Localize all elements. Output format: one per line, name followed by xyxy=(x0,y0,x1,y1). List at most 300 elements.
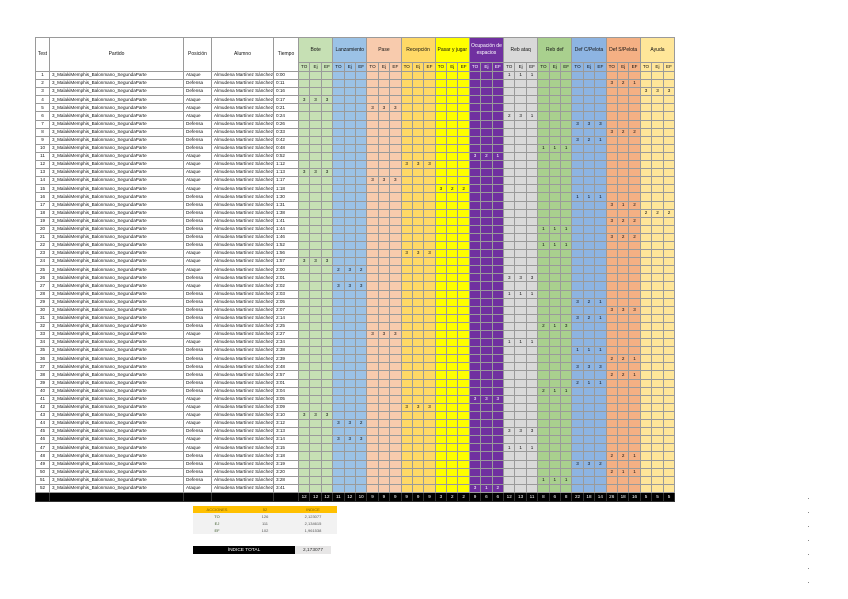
cell-ayu-ef xyxy=(663,217,675,225)
cell-pase-to xyxy=(367,363,378,371)
cell-ayu-to xyxy=(640,258,652,266)
cell-lanz-ef xyxy=(355,403,366,411)
cell-tiempo: 1:46 xyxy=(274,233,299,241)
cell-lanz-ej xyxy=(344,306,355,314)
cell-ayu-to xyxy=(640,266,652,274)
cell-reb-ej xyxy=(549,331,560,339)
cell-dsi-to xyxy=(606,476,617,484)
cell-lanz-ef xyxy=(355,193,366,201)
cell-pas-ef xyxy=(458,339,469,347)
cell-pase-to xyxy=(367,185,378,193)
cell-ocu-ej xyxy=(481,209,492,217)
cell-pas-to xyxy=(435,209,446,217)
cell-ayu-ef xyxy=(663,331,675,339)
cell-test: 44 xyxy=(36,420,50,428)
cell-rep-to: 3 xyxy=(504,428,515,436)
cell-ocu-ef xyxy=(492,209,503,217)
cell-ayu-ej xyxy=(652,96,664,104)
cell-pase-ej xyxy=(378,209,389,217)
cell-lanz-ef xyxy=(355,233,366,241)
cell-dco-to xyxy=(572,201,583,209)
table-row xyxy=(36,379,675,387)
cell-dsi-ej xyxy=(617,169,628,177)
cell-lanz-to xyxy=(333,331,344,339)
cell-ocu-ej xyxy=(481,444,492,452)
total-cell: 11 xyxy=(526,492,537,501)
cell-rec-ej xyxy=(412,379,423,387)
cell-dco-ef xyxy=(595,88,606,96)
cell-alumno: Almudena Martínez Sánchez xyxy=(212,436,274,444)
cell-rep-ej: 1 xyxy=(515,444,526,452)
cell-pase-ef xyxy=(390,250,401,258)
cell-partido: 3_MalakiMemphis_Balonmano_SegundaParte xyxy=(50,225,184,233)
total-cell: 9 xyxy=(412,492,423,501)
table-row xyxy=(36,112,675,120)
cell-pas-to xyxy=(435,201,446,209)
cell-test: 32 xyxy=(36,322,50,330)
cell-ocu-ef xyxy=(492,250,503,258)
cell-ocu-to xyxy=(469,96,480,104)
cell-rec-to xyxy=(401,460,412,468)
cell-alumno: Almudena Martínez Sánchez xyxy=(212,452,274,460)
cell-reb-ef: 1 xyxy=(560,241,571,249)
cell-tiempo: 3:19 xyxy=(274,460,299,468)
cell-lanz-to xyxy=(333,185,344,193)
cell-rep-to xyxy=(504,484,515,492)
cell-partido: 3_MalakiMemphis_Balonmano_SegundaParte xyxy=(50,436,184,444)
cell-reb-to xyxy=(538,460,549,468)
cell-rec-ej xyxy=(412,217,423,225)
cell-tiempo: 2:27 xyxy=(274,331,299,339)
cell-tiempo: 2:05 xyxy=(274,298,299,306)
cell-dco-ef: 1 xyxy=(595,347,606,355)
cell-bote-to xyxy=(299,201,310,209)
cell-dsi-ef xyxy=(629,387,640,395)
cell-rec-ef xyxy=(424,363,435,371)
cell-rec-to xyxy=(401,468,412,476)
cell-partido: 3_MalakiMemphis_Balonmano_SegundaParte xyxy=(50,371,184,379)
cell-dsi-ef xyxy=(629,363,640,371)
header-alumno: Alumno xyxy=(212,38,274,72)
cell-dsi-ef xyxy=(629,395,640,403)
cell-lanz-ej xyxy=(344,225,355,233)
totals-blank xyxy=(212,492,274,501)
cell-partido: 3_MalakiMemphis_Balonmano_SegundaParte xyxy=(50,161,184,169)
cell-tiempo: 3:10 xyxy=(274,411,299,419)
cell-reb-to xyxy=(538,484,549,492)
cell-ayu-ej xyxy=(652,161,664,169)
cell-bote-ef xyxy=(321,266,332,274)
cell-dco-ej xyxy=(583,476,594,484)
cell-lanz-ej xyxy=(344,290,355,298)
cell-rec-to xyxy=(401,363,412,371)
cell-test: 17 xyxy=(36,201,50,209)
cell-lanz-to xyxy=(333,80,344,88)
cell-rep-to xyxy=(504,258,515,266)
cell-ocu-ef xyxy=(492,387,503,395)
cell-ayu-ef xyxy=(663,306,675,314)
cell-tiempo: 1:38 xyxy=(274,209,299,217)
cell-lanz-ef xyxy=(355,104,366,112)
cell-dsi-ej xyxy=(617,347,628,355)
cell-pase-ej xyxy=(378,217,389,225)
cell-pase-to xyxy=(367,120,378,128)
cell-lanz-to xyxy=(333,136,344,144)
cell-ocu-to xyxy=(469,241,480,249)
cell-partido: 3_MalakiMemphis_Balonmano_SegundaParte xyxy=(50,104,184,112)
cell-bote-ef xyxy=(321,72,332,80)
cell-ayu-to xyxy=(640,314,652,322)
cell-ayu-ej xyxy=(652,468,664,476)
cell-pas-ej xyxy=(447,161,458,169)
cell-rep-to xyxy=(504,225,515,233)
cell-alumno: Almudena Martínez Sánchez xyxy=(212,387,274,395)
cell-pase-to xyxy=(367,193,378,201)
cell-ocu-ef xyxy=(492,80,503,88)
cell-ocu-ef xyxy=(492,96,503,104)
table-row xyxy=(36,169,675,177)
cell-reb-ej xyxy=(549,96,560,104)
cell-ocu-ej xyxy=(481,88,492,96)
cell-pas-to xyxy=(435,290,446,298)
cell-ocu-ef xyxy=(492,161,503,169)
table-row xyxy=(36,290,675,298)
cell-rep-to xyxy=(504,104,515,112)
cell-ayu-to xyxy=(640,241,652,249)
cell-ocu-to xyxy=(469,476,480,484)
cell-dsi-to xyxy=(606,436,617,444)
cell-dco-ej xyxy=(583,395,594,403)
subheader-ef: EF xyxy=(355,63,366,72)
cell-dco-ej: 2 xyxy=(583,298,594,306)
cell-rec-ef xyxy=(424,177,435,185)
cell-pase-ej xyxy=(378,128,389,136)
cell-dsi-to: 3 xyxy=(606,80,617,88)
cell-pase-to xyxy=(367,266,378,274)
table-row xyxy=(36,72,675,80)
cell-bote-ej xyxy=(310,104,321,112)
cell-rec-to xyxy=(401,217,412,225)
cell-lanz-ef xyxy=(355,144,366,152)
cell-reb-ej xyxy=(549,80,560,88)
cell-dco-to xyxy=(572,322,583,330)
cell-rep-ef xyxy=(526,258,537,266)
cell-lanz-ef xyxy=(355,298,366,306)
cell-lanz-to xyxy=(333,161,344,169)
cell-lanz-to xyxy=(333,363,344,371)
cell-lanz-ef xyxy=(355,169,366,177)
cell-ocu-to xyxy=(469,209,480,217)
cell-rep-ej xyxy=(515,484,526,492)
cell-partido: 3_MalakiMemphis_Balonmano_SegundaParte xyxy=(50,266,184,274)
cell-rec-ef xyxy=(424,411,435,419)
cell-ayu-ej xyxy=(652,217,664,225)
cell-pas-ej xyxy=(447,193,458,201)
cell-reb-to xyxy=(538,233,549,241)
cell-rep-ef xyxy=(526,411,537,419)
cell-rep-to: 1 xyxy=(504,72,515,80)
cell-dco-to xyxy=(572,225,583,233)
cell-test: 15 xyxy=(36,185,50,193)
cell-reb-to xyxy=(538,428,549,436)
cell-posicion: Ataque xyxy=(184,161,212,169)
cell-dco-to xyxy=(572,88,583,96)
cell-rec-ej xyxy=(412,322,423,330)
cell-ocu-to: 3 xyxy=(469,484,480,492)
cell-ayu-to xyxy=(640,169,652,177)
cell-rep-ej xyxy=(515,355,526,363)
cell-dsi-to xyxy=(606,395,617,403)
cell-alumno: Almudena Martínez Sánchez xyxy=(212,468,274,476)
cell-rec-ef: 3 xyxy=(424,403,435,411)
cell-pase-ef xyxy=(390,476,401,484)
cell-dsi-to xyxy=(606,363,617,371)
cell-ayu-to xyxy=(640,420,652,428)
cell-bote-to xyxy=(299,444,310,452)
cell-rep-ef xyxy=(526,177,537,185)
cell-pas-ej xyxy=(447,420,458,428)
cell-pas-ef xyxy=(458,193,469,201)
cell-alumno: Almudena Martínez Sánchez xyxy=(212,88,274,96)
cell-reb-ej xyxy=(549,128,560,136)
cell-ocu-ef xyxy=(492,428,503,436)
cell-pase-ef xyxy=(390,347,401,355)
cell-reb-ej xyxy=(549,217,560,225)
cell-ayu-to xyxy=(640,460,652,468)
cell-rec-ej xyxy=(412,371,423,379)
cell-dco-ef: 1 xyxy=(595,136,606,144)
cell-ayu-ef xyxy=(663,379,675,387)
cell-reb-to xyxy=(538,411,549,419)
cell-lanz-ej xyxy=(344,298,355,306)
cell-ocu-ej xyxy=(481,428,492,436)
cell-pas-ef xyxy=(458,241,469,249)
cell-partido: 3_MalakiMemphis_Balonmano_SegundaParte xyxy=(50,233,184,241)
cell-bote-ej xyxy=(310,436,321,444)
cell-dco-to xyxy=(572,177,583,185)
cell-pas-to xyxy=(435,80,446,88)
cell-bote-to xyxy=(299,80,310,88)
summary-header-indice: INDICE xyxy=(289,506,337,513)
cell-reb-to xyxy=(538,104,549,112)
cell-lanz-ef xyxy=(355,314,366,322)
cell-reb-ef xyxy=(560,444,571,452)
cell-rec-ej xyxy=(412,177,423,185)
cell-pase-to xyxy=(367,355,378,363)
cell-bote-to xyxy=(299,339,310,347)
cell-tiempo: 3:01 xyxy=(274,379,299,387)
cell-rep-to xyxy=(504,322,515,330)
cell-pase-to xyxy=(367,395,378,403)
cell-dco-ef xyxy=(595,322,606,330)
cell-dco-to xyxy=(572,128,583,136)
cell-ayu-to xyxy=(640,250,652,258)
cell-tiempo: 3:20 xyxy=(274,468,299,476)
cell-alumno: Almudena Martínez Sánchez xyxy=(212,225,274,233)
cell-reb-ef xyxy=(560,371,571,379)
cell-bote-ej: 3 xyxy=(310,96,321,104)
cell-pase-to xyxy=(367,371,378,379)
cell-alumno: Almudena Martínez Sánchez xyxy=(212,355,274,363)
cell-dco-ej: 2 xyxy=(583,136,594,144)
cell-lanz-to xyxy=(333,274,344,282)
cell-pase-to xyxy=(367,225,378,233)
cell-bote-ej xyxy=(310,460,321,468)
cell-ocu-ej xyxy=(481,169,492,177)
cell-tiempo: 1:56 xyxy=(274,250,299,258)
cell-bote-to xyxy=(299,217,310,225)
cell-lanz-to: 2 xyxy=(333,266,344,274)
cell-dsi-to: 3 xyxy=(606,128,617,136)
cell-rep-to xyxy=(504,363,515,371)
subheader-ej: Ej xyxy=(412,63,423,72)
cell-pase-ej xyxy=(378,290,389,298)
cell-reb-to xyxy=(538,274,549,282)
cell-pas-ej xyxy=(447,88,458,96)
cell-pase-ej xyxy=(378,136,389,144)
cell-dsi-ef xyxy=(629,298,640,306)
cell-lanz-ef xyxy=(355,290,366,298)
table-row xyxy=(36,250,675,258)
cell-ayu-to xyxy=(640,387,652,395)
cell-ayu-ej xyxy=(652,152,664,160)
cell-tiempo: 1:52 xyxy=(274,241,299,249)
cell-ocu-ej xyxy=(481,193,492,201)
cell-lanz-ef: 3 xyxy=(355,282,366,290)
cell-test: 36 xyxy=(36,355,50,363)
cell-ayu-ej: 3 xyxy=(652,88,664,96)
cell-rep-to xyxy=(504,371,515,379)
cell-dsi-ef xyxy=(629,411,640,419)
cell-reb-ef xyxy=(560,233,571,241)
cell-pas-ef xyxy=(458,452,469,460)
cell-ocu-ej xyxy=(481,185,492,193)
cell-pase-ef xyxy=(390,444,401,452)
cell-bote-ej xyxy=(310,347,321,355)
cell-rec-ej xyxy=(412,306,423,314)
cell-rec-ef xyxy=(424,306,435,314)
cell-pase-ef: 3 xyxy=(390,177,401,185)
cell-partido: 3_MalakiMemphis_Balonmano_SegundaParte xyxy=(50,428,184,436)
total-cell: 9 xyxy=(367,492,378,501)
cell-lanz-to xyxy=(333,104,344,112)
cell-posicion: Ataque xyxy=(184,169,212,177)
cell-posicion: Defensa xyxy=(184,217,212,225)
cell-tiempo: 0:52 xyxy=(274,152,299,160)
cell-pas-ef xyxy=(458,250,469,258)
cell-pase-to xyxy=(367,282,378,290)
cell-rep-to: 1 xyxy=(504,339,515,347)
cell-pas-to xyxy=(435,96,446,104)
cell-lanz-ej xyxy=(344,104,355,112)
cell-rep-ef: 1 xyxy=(526,444,537,452)
cell-pas-to xyxy=(435,128,446,136)
cell-dco-ef xyxy=(595,233,606,241)
cell-dco-ej: 3 xyxy=(583,460,594,468)
cell-rep-ef xyxy=(526,88,537,96)
cell-partido: 3_MalakiMemphis_Balonmano_SegundaParte xyxy=(50,177,184,185)
cell-ocu-ef xyxy=(492,331,503,339)
cell-pase-ej xyxy=(378,88,389,96)
cell-pas-to xyxy=(435,339,446,347)
cell-ayu-to xyxy=(640,290,652,298)
cell-reb-ef xyxy=(560,250,571,258)
cell-rec-to: 3 xyxy=(401,403,412,411)
cell-rep-ej xyxy=(515,411,526,419)
cell-tiempo: 3:05 xyxy=(274,395,299,403)
cell-tiempo: 1:18 xyxy=(274,185,299,193)
cell-pas-ej xyxy=(447,233,458,241)
cell-bote-ej xyxy=(310,80,321,88)
cell-ocu-ef xyxy=(492,128,503,136)
cell-ayu-to xyxy=(640,395,652,403)
cell-lanz-ef xyxy=(355,411,366,419)
cell-pas-ej xyxy=(447,403,458,411)
cell-pase-ej xyxy=(378,152,389,160)
summary-key: EJ xyxy=(193,520,241,527)
cell-pas-ef xyxy=(458,476,469,484)
cell-dco-to: 1 xyxy=(572,193,583,201)
cell-dsi-to xyxy=(606,72,617,80)
cell-rec-ef xyxy=(424,282,435,290)
cell-ocu-ef xyxy=(492,379,503,387)
cell-reb-ef xyxy=(560,420,571,428)
cell-alumno: Almudena Martínez Sánchez xyxy=(212,193,274,201)
cell-lanz-ej: 3 xyxy=(344,436,355,444)
cell-rec-to xyxy=(401,128,412,136)
subheader-ef: EF xyxy=(424,63,435,72)
cell-bote-ej xyxy=(310,274,321,282)
cell-rec-ej xyxy=(412,209,423,217)
cell-ocu-to xyxy=(469,233,480,241)
cell-reb-ef xyxy=(560,282,571,290)
total-cell: 9 xyxy=(424,492,435,501)
cell-ocu-ef xyxy=(492,282,503,290)
cell-partido: 3_MalakiMemphis_Balonmano_SegundaParte xyxy=(50,379,184,387)
cell-pase-ef xyxy=(390,225,401,233)
cell-partido: 3_MalakiMemphis_Balonmano_SegundaParte xyxy=(50,322,184,330)
cell-bote-to xyxy=(299,355,310,363)
cell-bote-ej xyxy=(310,298,321,306)
cell-reb-ef xyxy=(560,72,571,80)
cell-ayu-to xyxy=(640,80,652,88)
cell-reb-ej xyxy=(549,185,560,193)
cell-rec-to xyxy=(401,298,412,306)
cell-alumno: Almudena Martínez Sánchez xyxy=(212,201,274,209)
header-row xyxy=(36,38,675,63)
cell-dco-ef xyxy=(595,371,606,379)
cell-ayu-ej xyxy=(652,80,664,88)
cell-rep-ej xyxy=(515,152,526,160)
cell-dco-to xyxy=(572,274,583,282)
cell-dsi-ej: 2 xyxy=(617,371,628,379)
cell-bote-to xyxy=(299,209,310,217)
cell-bote-to xyxy=(299,128,310,136)
cell-rec-ef xyxy=(424,379,435,387)
cell-bote-ef xyxy=(321,322,332,330)
cell-reb-ej xyxy=(549,395,560,403)
cell-bote-ef xyxy=(321,88,332,96)
cell-pase-ef xyxy=(390,403,401,411)
cell-ayu-ej xyxy=(652,314,664,322)
subheader-ef: EF xyxy=(390,63,401,72)
cell-lanz-ef xyxy=(355,371,366,379)
cell-reb-to xyxy=(538,193,549,201)
cell-lanz-to xyxy=(333,339,344,347)
cell-ocu-ef xyxy=(492,144,503,152)
cell-dco-ej: 1 xyxy=(583,379,594,387)
cell-lanz-to xyxy=(333,241,344,249)
